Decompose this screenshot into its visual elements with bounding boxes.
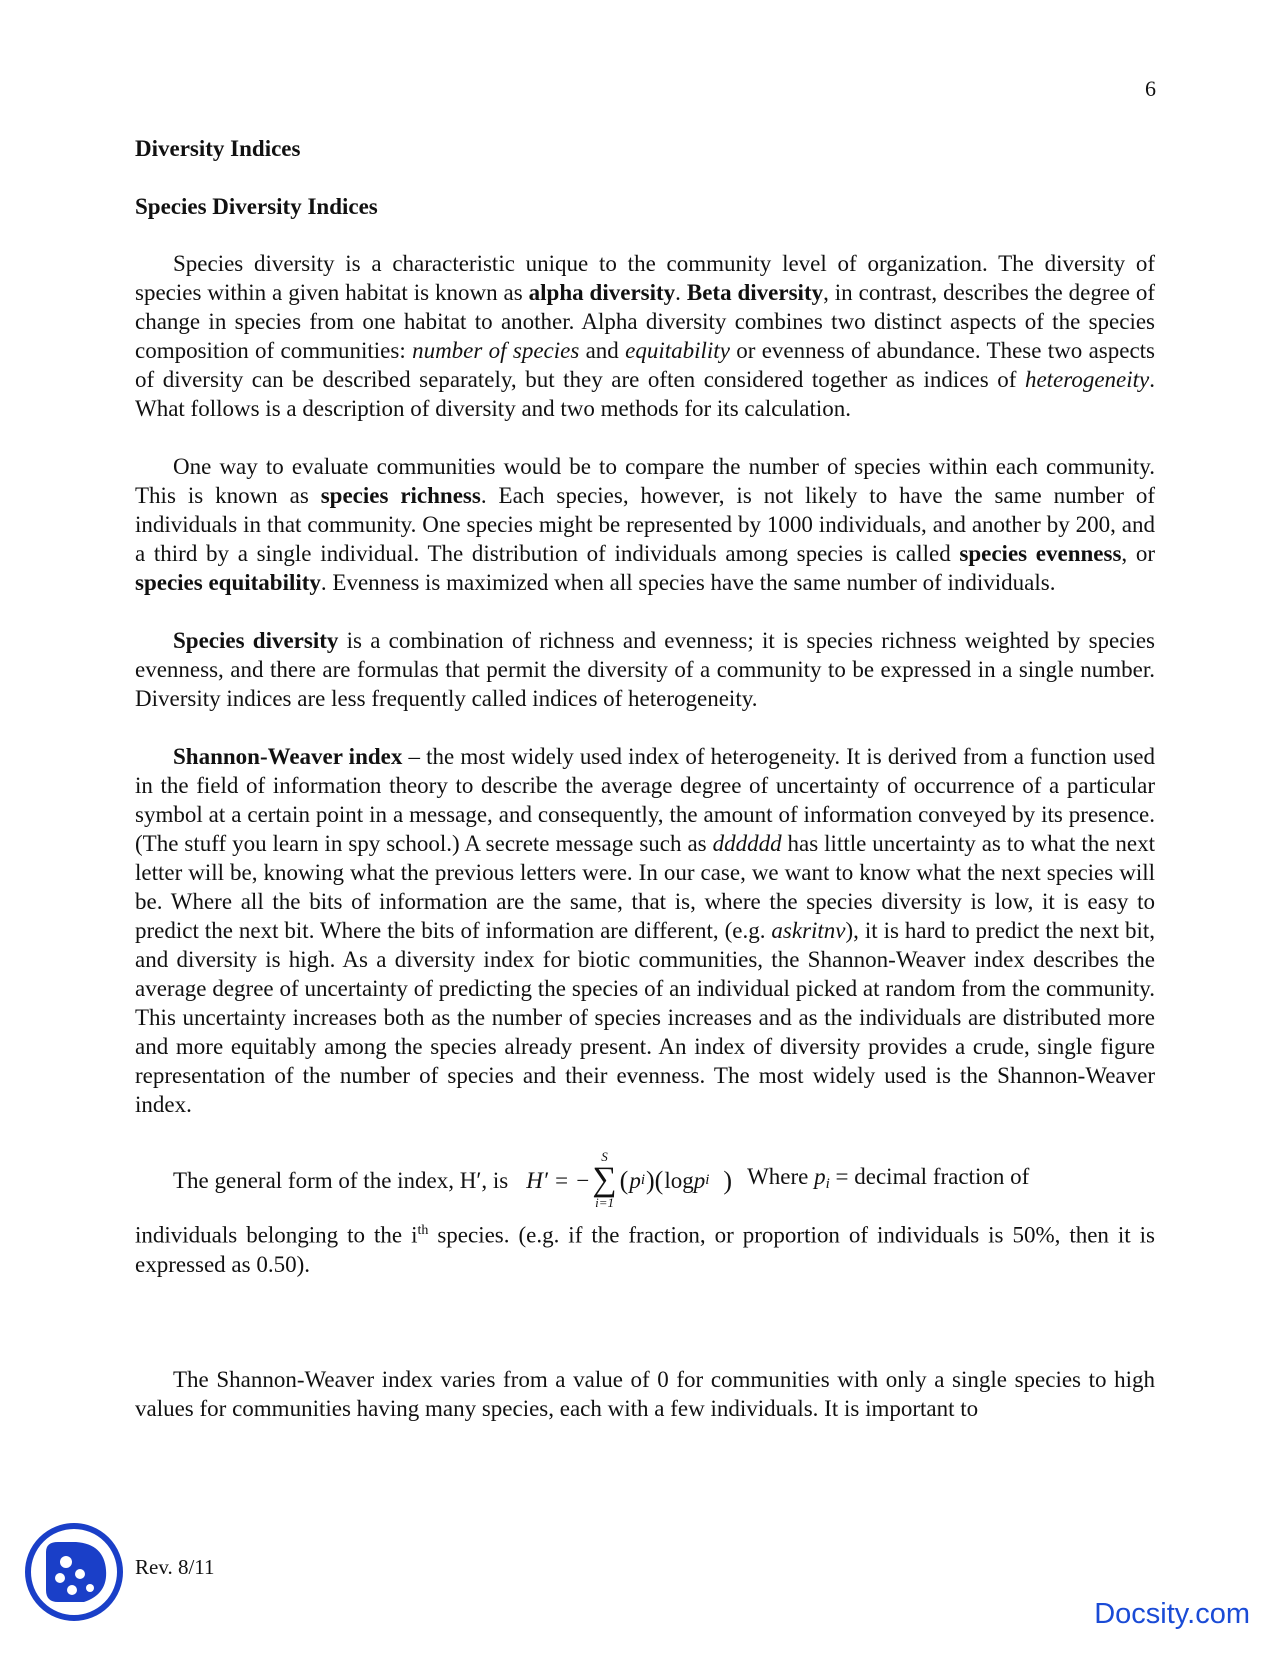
paragraph-alpha-beta: Species diversity is a characteristic unique to the community level of organization. The diversity of species within a given habitat is known as alpha diversity. Beta diversity, in contrast, describes the degree of change in species from one habitat to another. Alpha diversity combines two distinct aspects of the species composition of communities: number of species and equitability or evenness of abundance. These two aspects of diversity can be described separately, but they are often considered together as indices of heterogeneity. What follows is a description of diversity and two methods for its calculation. [135,251,1156,421]
summation-symbol: S ∑ i=1 [592,1149,617,1210]
paragraph-shannon-weaver: Shannon-Weaver index – the most widely used index of heterogeneity. It is derived from a function used in the field of information theory to describe the average degree of uncertainty of occurrence of a particular symbol at a certain point in a message, and consequently, the amount of information conveyed by its presence. (The stuff you learn in spy school.) A secrete message such as dddddd has little uncertainty as to what the next letter will be, knowing what the previous letters were. In our case, we want to know what the next species will be. Where all the bits of information are the same, that is, where the species diversity is low, it is easy to predict the next bit. Where the bits of information are different, (e.g. askritnv), it is hard to predict the next bit, and diversity is high. As a diversity index for biotic communities, the Shannon-Weaver index describes the average degree of uncertainty of predicting the species of an individual picked at random from the community. This uncertainty increases both as the number of species increases and as the individuals are distributed more and more equitably among the species already present. An index of diversity provides a crude, single figure representation of the number of species and their evenness. The most widely used is the Shannon-Weaver index. [135,744,1156,1117]
formula-line [173,1144,1155,1216]
document-body [135,134,1155,1452]
shannon-formula: H′ = − S ∑ i=1 ( p i )( log p i ) [526,1149,733,1210]
paragraph-species-diversity: Species diversity is a combination of richness and evenness; it is species richness weighted by species evenness, and there are formulas that permit the diversity of a community to be expressed in a single number. Diversity indices are less frequently called indices of heterogeneity. [135,628,1155,711]
paragraph-index-range: The Shannon-Weaver index varies from a value of 0 for communities with only a single species to high values for communities having many species, each with a few individuals. It is important to [135,1366,1155,1421]
revision-label: Rev. 8/11 [135,1555,215,1579]
docsity-logo-icon [24,1522,124,1622]
page-title: Diversity Indices [135,136,301,161]
page-number: 6 [1145,76,1156,101]
formula-definition: Where $p_i$ = decimal fraction of [747,1163,1030,1192]
section-heading: Species Diversity Indices [135,194,378,219]
formula-intro: The general form of the index, H′, is [173,1167,509,1193]
docsity-link[interactable]: Docsity.com [1094,1598,1250,1630]
paragraph-richness: One way to evaluate communities would be to compare the number of species within each community. This is known as species richness. Each species, however, is not likely to have the same number of individuals in that community. One species might be represented by 1000 individuals, and another by 200, and a third by a single individual. The distribution of individuals among species is called species evenness, or species equitability. Evenness is maximized when all species have the same number of individuals. [135,454,1156,595]
paragraph-formula-definition: individuals belonging to the $i^{th}$ species. (e.g. if the fraction, or proportion of individuals is 50%, then it is expressed as 0.50). [135,1222,1155,1277]
